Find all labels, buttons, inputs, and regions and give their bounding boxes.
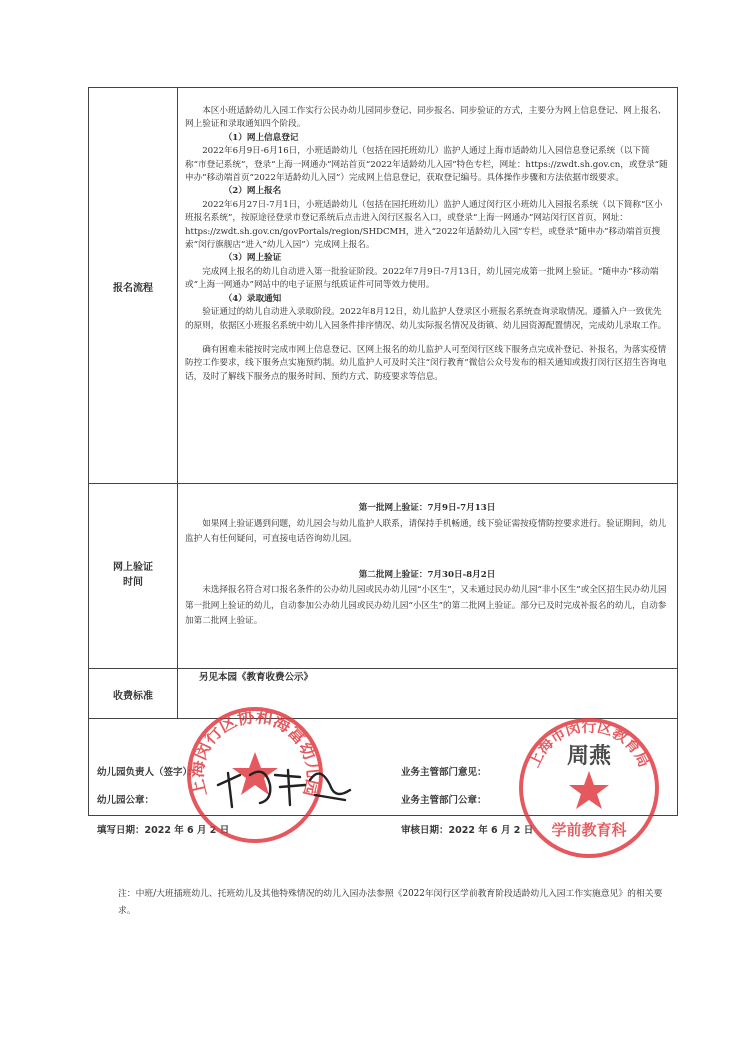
kindergarten-seal-text: 上海闵行区协和海富幼儿园: [187, 707, 323, 799]
fees-label: 收费标准: [113, 691, 153, 702]
star-icon: [569, 771, 609, 809]
column-divider: [177, 88, 178, 718]
principal-handwritten-signature: [210, 745, 360, 815]
first-batch-body: 如果网上验证遇到问题，幼儿园会与幼儿监护人联系，请保持手机畅通，线下验证需按疫情防控要求进行。验证期间，幼儿监护人有任何疑问，可直接电话咨询幼儿园。: [185, 518, 667, 544]
step-1-title: （1）网上信息登记: [223, 132, 299, 143]
process-label: 报名流程: [113, 283, 153, 294]
row-divider: [89, 668, 677, 669]
step-1-body: 2022年6月9日-6月16日，小班适龄幼儿（包括在园托班幼儿）监护人通过上海市适龄幼儿入园信息登记系统（以下简称“市登记系统”，登录“上海一网通办”网站首页“2022年适龄幼儿入园”特色专栏，网址：https://zwdt.sh.gov.cn，或登录“随申办”移动端首页“2022年适龄幼儿入园”）完成网上信息登记，获取登记编号。具体操作步骤和方法依据市级要求。: [185, 146, 668, 184]
dept-seal-label: 业务主管部门公章：: [401, 795, 487, 806]
kindergarten-seal-label: 幼儿园公章：: [97, 795, 155, 806]
review-date: 审核日期：2022 年 6 月 2 日: [401, 825, 534, 836]
row-divider: [89, 483, 677, 484]
step-3-body: 完成网上报名的幼儿自动进入第一批验证阶段。2022年7月9日-7月13日，幼儿园完成第一批网上验证。“随申办”移动端或“上海一网通办”网站中的电子证照与纸质证件可同等效力使用。: [185, 266, 659, 291]
process-content: [185, 105, 669, 384]
process-intro: 本区小班适龄幼儿入园工作实行公民办幼儿园同步登记、同步报名、同步验证的方式，主要分为网上信息登记、网上报名、网上验证和录取通知四个阶段。: [185, 106, 667, 130]
dept-opinion-label: 业务主管部门意见：: [401, 767, 487, 778]
verify-label-line2: 时间: [123, 577, 143, 588]
verify-label: [89, 560, 177, 590]
step-4-body: 验证通过的幼儿自动进入录取阶段。2022年8月12日，幼儿监护人登录区小班报名系统查询录取情况。遵循入户一致优先的原则，依据区小班报名系统中幼儿入园条件排序情况、幼儿实际报名情况及街镇、幼儿园资源配置情况，完成幼儿录取工作。: [185, 307, 667, 331]
principal-signature-label: 幼儿园负责人（签字）：: [97, 767, 197, 778]
second-batch-body: 未选择报名符合对口报名条件的公办幼儿园或民办幼儿园“小区生”，又未通过民办幼儿园“非小区生”或全区招生民办幼儿园第一批网上验证的幼儿，自动参加公办幼儿园或民办幼儿园“小区生”的第二批网上验证。部分已及时完成补报名的幼儿，自动参加第二批网上验证。: [185, 585, 667, 626]
step-4-title: （4）录取通知: [223, 293, 282, 304]
step-2-title: （2）网上报名: [223, 186, 282, 197]
verify-content: [185, 501, 669, 630]
step-2-body: 2022年6月27日-7月1日，小班适龄幼儿（包括在园托班幼儿）监护人通过闵行区小班幼儿入园报名系统（以下简称“区小班报名系统”，按原途径登录市登记系统后点击进入闵行区报名入口，或登录“上海一网通办”网站闵行区首页，网址：https://zwdt.sh.gov.cn/govPortals/region/SHDCMH，进入“2022年适龄幼儿入园”专栏，或登录“随申办”移动端首页搜索“闵行旗舰店”进入“幼儿入园”）完成网上报名。: [185, 199, 663, 251]
education-bureau-red-seal: [514, 713, 664, 863]
footnote: 注：中班/大班插班幼儿、托班幼儿及其他特殊情况的幼儿入园办法参照《2022年闵行区学前教育阶段适龄幼儿入园工作实施意见》的相关要求。: [118, 889, 663, 916]
step-3-title: （3）网上验证: [223, 253, 282, 264]
bureau-seal-bottom-text: 学前教育科: [551, 821, 627, 839]
fees-content: 另见本园《教育收费公示》: [199, 672, 314, 683]
process-closing: 确有困难未能按时完成市网上信息登记、区网上报名的幼儿监护人可至闵行区线下服务点完成补登记、补报名，为落实疫情防控工作要求，线下服务点实施预约制。幼儿监护人可及时关注“闵行教育”微信公众号发布的相关通知或拨打闵行区招生咨询电话，及时了解线下服务点的服务时间、预约方式、防疫要求等信息。: [185, 344, 667, 382]
fill-date: 填写日期：2022 年 6 月 2 日: [97, 825, 230, 836]
bureau-seal-text: 上海市闵行区教育局: [524, 717, 654, 771]
first-batch-heading: 第一批网上验证：7月9日-7月13日: [358, 503, 496, 513]
second-batch-heading: 第二批网上验证：7月30日-8月2日: [358, 569, 496, 580]
approver-signature: 周燕: [566, 744, 612, 769]
verify-label-line1: 网上验证: [113, 562, 153, 573]
